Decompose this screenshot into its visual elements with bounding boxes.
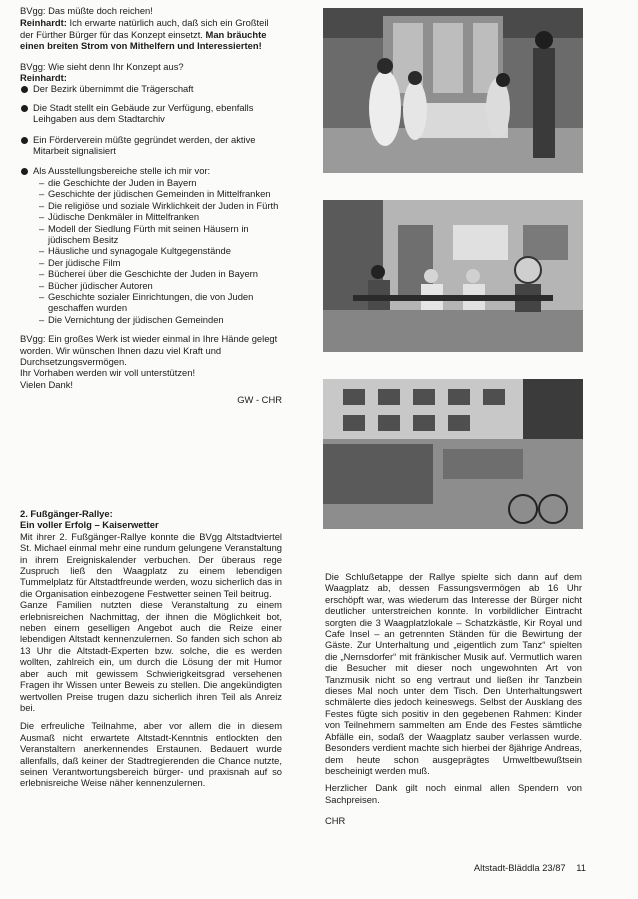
list-item: – Der jüdische Film bbox=[39, 257, 282, 268]
list-item: – Bücher jüdischer Autoren bbox=[39, 280, 282, 291]
rallye-column-2 bbox=[325, 571, 582, 827]
rallye-heading: 2. Fußgänger-Rallye: bbox=[20, 508, 113, 519]
rallye-column-1 bbox=[20, 508, 282, 789]
question-1: BVgg: Das müßte doch reichen! bbox=[20, 5, 153, 16]
answer-1-text: Ich erwarte natürlich auch, daß sich ein Großteil der Fürther Bürger für das Konzept einsetzt. bbox=[20, 17, 269, 40]
answer-1 bbox=[20, 17, 282, 51]
page-number: 11 bbox=[576, 862, 586, 873]
closing-remarks bbox=[20, 333, 282, 390]
answer-1-emphasis: Man bräuchte einen breiten Strom von Mithelfern und Interessierten! bbox=[20, 28, 267, 52]
speaker-label: Reinhardt: bbox=[20, 72, 67, 84]
list-item: – Die Vernichtung der jüdischen Gemeinden bbox=[39, 314, 282, 325]
list-item: – Modell der Siedlung Fürth mit seinen Häusern in jüdischem Besitz bbox=[39, 223, 282, 246]
list-item: – Geschichte der jüdischen Gemeinden in Mittelfranken bbox=[39, 188, 282, 199]
closing-line: BVgg: Ein großes Werk ist wieder einmal in Ihre Hände gelegt worden. Wir wünschen Ihnen dazu viel Kraft und Durchsetzungsvermögen. bbox=[20, 333, 278, 367]
article-paragraph: Herzlicher Dank gilt noch einmal allen Spendern von Sachpreisen. bbox=[325, 782, 582, 805]
exhibit-areas bbox=[33, 177, 282, 325]
list-item: Ein Förderverein müßte gegründet werden, der aktive Mitarbeit signalisiert bbox=[20, 134, 282, 157]
photo-waagplatz-crowd bbox=[323, 379, 583, 529]
article-paragraph: Die erfreuliche Teilnahme, aber vor allem die in diesem Ausmaß nicht erwartete Altstadt-Kenntnis entlockten den Veranstaltern anerkennendes Erstaunen. Bedauert wurde allenfalls, daß keiner der Stadtregierenden die Chance nutzte, seinen Verantwortungsbereich bürger- und praxisnah auf so erlebnisreiche Weise näher kennenzulernen. bbox=[20, 720, 282, 789]
list-item bbox=[20, 165, 282, 325]
list-item: Die Stadt stellt ein Gebäude zur Verfügung, ebenfalls Leihgaben aus dem Stadtarchiv bbox=[20, 102, 282, 125]
list-item: – die Geschichte der Juden in Bayern bbox=[39, 177, 282, 188]
concept-list bbox=[20, 83, 282, 325]
list-item: – Geschichte sozialer Einrichtungen, die von Juden geschaffen wurden bbox=[39, 291, 282, 314]
list-item: Der Bezirk übernimmt die Trägerschaft bbox=[20, 83, 282, 94]
list-item: – Häusliche und synagogale Kultgegenstände bbox=[39, 245, 282, 256]
rallye-signature: CHR bbox=[325, 815, 346, 827]
article-paragraph: Ganze Familien nutzten diese Veranstaltung zu einem erlebnisreichen Nachmittag, der ihnen die Möglichkeit bot, neben einem geselligen Angebot auch die Reize einer lebendigen Altstadt kennenzulernen. So fanden sich schon ab 13 Uhr die Altstadt-Experten bzw. solche, die es werden wollten, zahlreich ein, um durch die Lösung der mit Humor aber auch mit gewissem Schwierigkeitsgrad versehenen Fragen ihr Wissen unter Beweis zu stellen. Die angekündigten wertvollen Preise trugen dazu sicherlich ihren Teil als Anreiz bei. bbox=[20, 599, 282, 713]
publication-name: Altstadt-Bläddla 23/87 bbox=[473, 862, 566, 873]
closing-line: Ihr Vorhaben werden wir voll unterstützen! bbox=[20, 367, 196, 379]
photo-band bbox=[323, 200, 583, 352]
list-item: – Jüdische Denkmäler in Mittelfranken bbox=[39, 211, 282, 222]
closing-line: Vielen Dank! bbox=[20, 378, 73, 390]
list-item: – Die religiöse und soziale Wirklichkeit der Juden in Fürth bbox=[39, 200, 282, 211]
interview-column bbox=[20, 5, 282, 406]
question-2: BVgg: Wie sieht denn Ihr Konzept aus? bbox=[20, 60, 184, 72]
list-item-label: Als Ausstellungsbereiche stelle ich mir vor: bbox=[33, 165, 211, 177]
speaker-label: Reinhardt: bbox=[20, 17, 67, 29]
photo-market-stall bbox=[323, 8, 583, 173]
article-paragraph: Die Schlußetappe der Rallye spielte sich dann auf dem Waagplatz ab, dessen Fassungsvermögen ab 16 Uhr erschöpft war, was wiederum das Interesse der Bürger nicht deutlicher unterstreichen konnte. In vorbildlicher Eintracht sorgten die 3 Waagplatzlokale – Schatzkästle, Kir Royal und Cafe Insel – an getrennten Ständen für die Bewirtung der Gäste. Zur Unterhaltung und „eigentlich zum Tanz“ spielten die „Nernsdorfer“ mit fränkischer Musik auf. Vermutlich waren die Besucher mit dieser noch ungewohnten Art von Tanzmusik nicht so eng vertraut und ließen ihr Tanzbein dieses Mal noch unter dem Tisch. Den Unterhaltungswert schmälerte dies jedoch keineswegs. Selbst der Ausklang des Festes fügte sich positiv in den gegebenen Rahmen: Kinder von Teilnehmern sammelten am Ende des Festes sämtliche Abfälle ein, sodaß der Waagplatz sauber verlassen wurde. Besonders verdient machte sich hierbei der 8jährige Andreas, dem heute schon ausgeprägtes Umweltbewußtsein bescheinigt werden muß. bbox=[325, 571, 582, 776]
article-paragraph: Mit ihrer 2. Fußgänger-Rallye konnte die BVgg Altstadtviertel St. Michael einmal mehr eine rundum gelungene Veranstaltung in ihrem Ereigniskalender verbuchen. Der überaus rege Zuspruch ließ den Waagplatz zu einem lebendigen Tummelplatz für Altstadtfreunde werden, wozu sicherlich das in die Organisation einbezogene Festwetter seinen Teil beitrug. bbox=[20, 530, 282, 599]
rallye-subheading: Ein voller Erfolg – Kaiserwetter bbox=[20, 519, 159, 531]
list-item: – Büchereí über die Geschichte der Juden in Bayern bbox=[39, 268, 282, 279]
page-footer bbox=[474, 862, 586, 873]
interview-signature: GW - CHR bbox=[237, 394, 282, 406]
